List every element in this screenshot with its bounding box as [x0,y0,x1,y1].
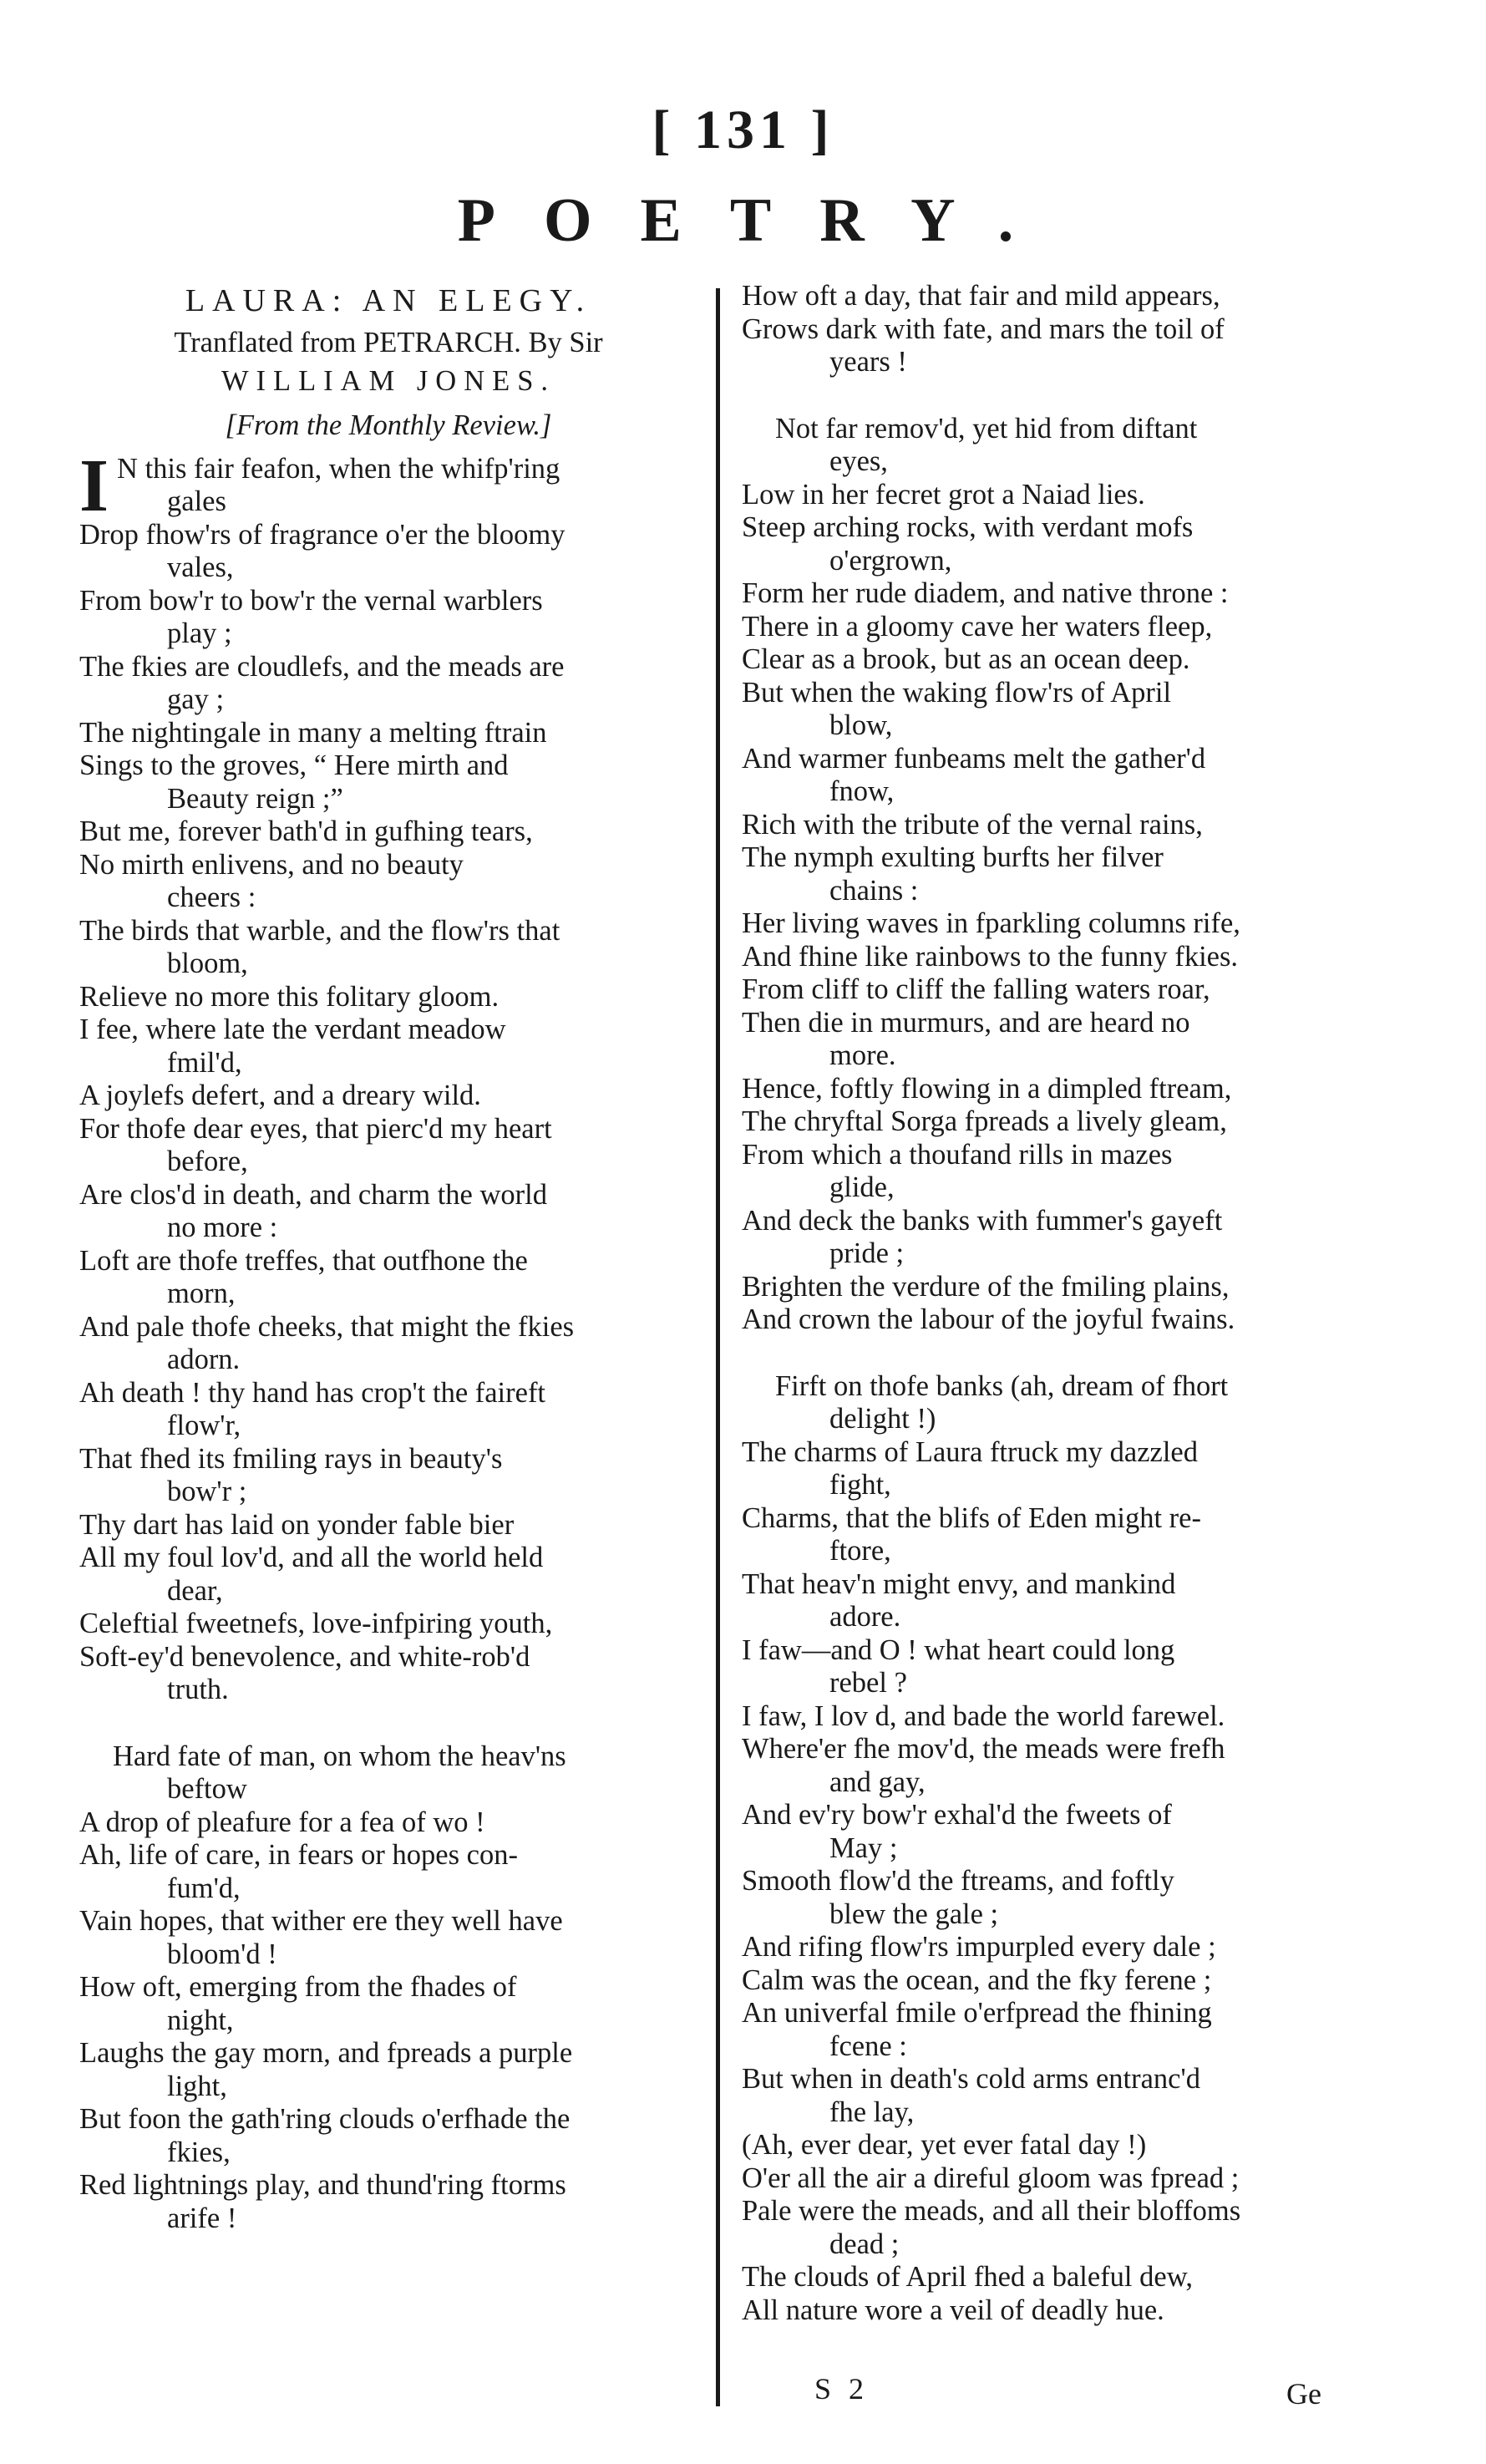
verse-line: rebel ? [829,1667,907,1699]
verse-line: Steep arching rocks, with verdant mofs [742,511,1194,543]
verse-line: dead ; [829,2228,900,2260]
verse-line: How oft, emerging from the fhades of [79,1971,517,2003]
stanza-break [742,379,1360,413]
verse-line: Firft on thofe banks (ah, dream of fhort [775,1369,1229,1402]
right-column [742,280,1360,2327]
verse-line: May ; [829,1831,898,1864]
verse-line: fcene : [829,2030,907,2062]
verse-line: But me, forever bath'd in gufhing tears, [79,815,533,847]
verse-line: But when in death's cold arms entranc'd [742,2063,1200,2095]
verse-line: Red lightnings play, and thund'ring ftorms [79,2169,566,2201]
verse-line: The charms of Laura ftruck my dazzled [742,1435,1198,1468]
stanza-break [742,1337,1360,1370]
verse-line: Ah death ! thy hand has crop't the faireft [79,1376,546,1409]
verse-line: dear, [167,1574,223,1607]
column-divider [716,288,720,2406]
verse-line: From bow'r to bow'r the vernal warblers [79,584,543,617]
verse-line: Celeftial fweetnefs, love-infpiring youth, [79,1608,553,1639]
verse-line: But foon the gath'ring clouds o'erfhade the [79,2103,571,2135]
verse-line: fum'd, [167,1872,241,1904]
verse-line: play ; [167,617,232,649]
verse-line: Sings to the groves, “ Here mirth and [79,749,509,781]
verse-line: An univerfal fmile o'erfpread the fhining [742,1997,1212,2029]
verse-line: more. [829,1039,896,1071]
verse-line: A drop of pleafure for a fea of wo ! [79,1806,485,1838]
verse-line: Not far remov'd, yet hid from diftant [775,412,1198,445]
verse-line: Vain hopes, that wither ere they well have [79,1905,563,1937]
verse-line: From cliff to cliff the falling waters roar, [742,973,1210,1005]
verse-line: And deck the banks with fummer's gayeft [742,1204,1223,1237]
verse-line: fight, [829,1469,891,1501]
verse-line: cheers : [167,881,256,913]
poem-heading: LAURA: AN ELEGY. [185,283,592,318]
verse-line: no more : [167,1212,278,1243]
verse-line: Charms, that the blifs of Eden might re- [742,1501,1201,1534]
verse-line: I fee, where late the verdant meadow [79,1014,506,1045]
verse-line: The nightingale in many a melting ftrain [79,716,547,749]
poem-author: WILLIAM JONES. [221,364,556,397]
verse-line: Beauty reign ;” [167,782,343,815]
left-column [79,280,697,2235]
verse-line: A joylefs defert, and a dreary wild. [79,1080,481,1111]
verse-line: N this fair feafon, when the whifp'ring [117,452,560,485]
verse-line: Grows dark with fate, and mars the toil of [742,312,1225,345]
verse-line: Her living waves in fparkling columns rife, [742,907,1240,939]
verse-line: eyes, [829,445,888,477]
verse-line: Clear as a brook, but as an ocean deep. [742,643,1190,675]
verse-line: That heav'n might envy, and mankind [742,1567,1176,1600]
verse-line: gay ; [167,683,225,715]
verse-line: The fkies are cloudlefs, and the meads are [79,650,565,683]
verse-line: Loft are thofe treffes, that outfhone the [79,1244,528,1277]
page-number: [ 131 ] [652,99,834,160]
verse-line: blew the gale ; [829,1898,999,1930]
verse-line: fkies, [167,2136,231,2168]
verse-line: night, [167,2004,234,2036]
verse-line: gales [167,485,226,517]
verse-line: I faw, I lov d, and bade the world farewel. [742,1699,1225,1732]
signature-mark: S 2 [814,2372,870,2406]
verse-line: fhe lay, [829,2096,915,2128]
verse-line: Then die in murmurs, and are heard no [742,1006,1190,1039]
verse-line: arife ! [167,2202,237,2234]
verse-line: No mirth enlivens, and no beauty [79,848,464,881]
verse-line: truth. [167,1674,229,1705]
verse-line: Are clos'd in death, and charm the world [79,1178,547,1211]
verse-line: bloom, [167,947,248,979]
verse-line: And warmer funbeams melt the gather'd [742,742,1206,775]
verse-line: Hence, foftly flowing in a dimpled ftream, [742,1072,1232,1105]
verse-line: Where'er fhe mov'd, the meads were frefh [742,1733,1225,1765]
verse-line: Pale were the meads, and all their bloffoms [742,2195,1241,2227]
drop-cap: I [79,444,109,527]
verse-line: blow, [829,709,893,741]
verse-line: Hard fate of man, on whom the heav'ns [113,1740,566,1772]
stanza-break [79,1707,697,1740]
verse-line: And ev'ry bow'r exhal'd the fweets of [742,1799,1172,1831]
verse-line: The clouds of April fhed a baleful dew, [742,2261,1194,2293]
verse-line: glide, [829,1171,895,1203]
verse-line: I faw—and O ! what heart could long [742,1633,1175,1666]
verse-line: From which a thoufand rills in mazes [742,1138,1173,1171]
verse-line: bow'r ; [167,1476,247,1507]
verse-line: beftow [167,1773,247,1805]
verse-line: Soft-ey'd benevolence, and white-rob'd [79,1640,530,1673]
verse-line: fmil'd, [167,1046,242,1079]
verse-line: chains : [829,874,919,907]
verse-line: The birds that warble, and the flow'rs that [79,914,560,947]
verse-line: (Ah, ever dear, yet ever fatal day !) [742,2129,1147,2161]
verse-line: and gay, [829,1765,926,1798]
verse-line: That fhed its fmiling rays in beauty's [79,1442,503,1475]
verse-line: ftore, [829,1535,891,1567]
verse-line: Brighten the verdure of the fmiling plains, [742,1270,1230,1303]
verse-line: Rich with the tribute of the vernal rains, [742,808,1203,841]
poem-subtitle: Tranflated from PETRARCH. By Sir [174,327,603,358]
verse-line: bloom'd ! [167,1938,277,1970]
verse-line: Form her rude diadem, and native throne : [742,577,1229,609]
verse-line: The chryftal Sorga fpreads a lively gleam, [742,1105,1227,1137]
verse-line: For thofe dear eyes, that pierc'd my heart [79,1112,552,1145]
verse-line: All nature wore a veil of deadly hue. [742,2294,1164,2326]
verse-line: Relieve no more this folitary gloom. [79,980,500,1013]
verse-line: flow'r, [167,1410,241,1441]
verse-line: o'ergrown, [829,544,952,577]
left-verse [79,444,697,2236]
verse-line: Laughs the gay morn, and fpreads a purple [79,2037,573,2069]
verse-line: The nymph exulting burfts her filver [742,841,1164,873]
verse-line: But when the waking flow'rs of April [742,676,1172,709]
verse-line: before, [167,1146,248,1177]
verse-line: vales, [167,551,234,583]
verse-line: morn, [167,1278,236,1309]
verse-line: light, [167,2070,227,2102]
verse-line: O'er all the air a direful gloom was fpread ; [742,2162,1240,2194]
verse-line: Calm was the ocean, and the fky ferene ; [742,1964,1212,1996]
page-title: POETRY. [457,186,1063,255]
verse-line: There in a gloomy cave her waters fleep, [742,610,1213,643]
verse-line: fnow, [829,775,895,807]
verse-line: Drop fhow'rs of fragrance o'er the bloomy [79,518,565,551]
right-verse [742,280,1360,2327]
verse-line: adore. [829,1601,901,1633]
verse-line: And pale thofe cheeks, that might the fkies [79,1310,575,1343]
verse-line: Ah, life of care, in fears or hopes con- [79,1839,518,1871]
catchword: Ge [1286,2377,1321,2411]
verse-line: delight !) [829,1403,936,1435]
verse-line: pride ; [829,1237,905,1269]
verse-line: Low in her fecret grot a Naiad lies. [742,478,1145,511]
verse-line: All my foul lov'd, and all the world held [79,1542,544,1573]
verse-line: And fhine like rainbows to the funny fkies. [742,940,1239,973]
verse-line: Thy dart has laid on yonder fable bier [79,1508,515,1541]
verse-line: How oft a day, that fair and mild appears, [742,280,1220,312]
verse-line: And crown the labour of the joyful fwains. [742,1303,1235,1335]
verse-line: adorn. [167,1344,241,1375]
verse-line: And rifing flow'rs impurpled every dale ; [742,1931,1216,1963]
verse-line: years ! [829,346,907,378]
verse-line: Smooth flow'd the ftreams, and foftly [742,1865,1174,1897]
poem-source: [From the Monthly Review.] [225,409,552,441]
